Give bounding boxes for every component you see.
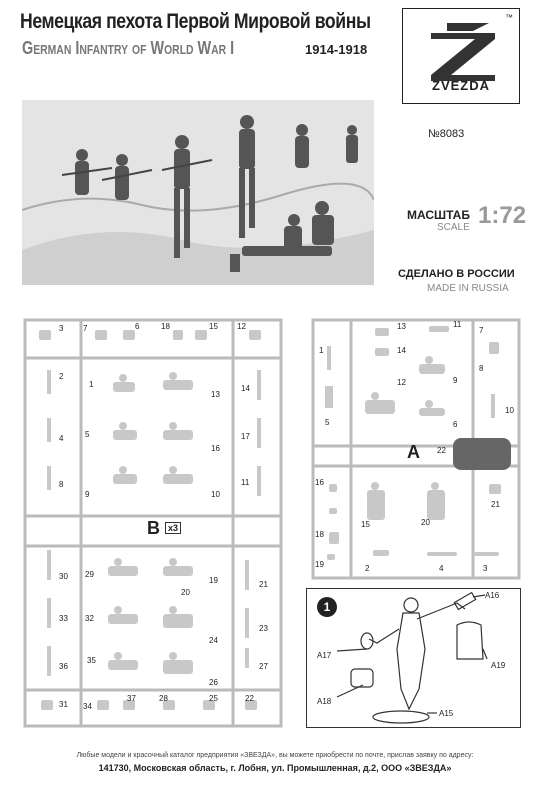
made-in-russia-ru: СДЕЛАНО В РОССИИ [398, 268, 515, 280]
part-label: 27 [259, 662, 268, 671]
part-label: 24 [209, 636, 218, 645]
sprue-b-multiplier: x3 [165, 522, 181, 534]
footer-address: 141730, Московская область, г. Лобня, ул. Промышленная, д.2, ООО «ЗВЕЗДА» [98, 763, 452, 773]
part-label: 35 [87, 656, 96, 665]
part-label: 5 [85, 430, 90, 439]
part-label: 4 [59, 434, 64, 443]
part-label: 9 [453, 376, 458, 385]
part-label: 3 [59, 324, 64, 333]
part-label: 30 [59, 572, 68, 581]
part-label: 1 [319, 346, 324, 355]
callout-label: A19 [491, 661, 506, 670]
part-label: 13 [397, 322, 406, 331]
callout-label: A17 [317, 651, 332, 660]
part-label: 32 [85, 614, 94, 623]
part-label: 5 [325, 418, 330, 427]
article-number: №8083 [428, 128, 465, 140]
part-label: 7 [83, 324, 88, 333]
step-number: 1 [317, 597, 337, 617]
part-label: 7 [479, 326, 484, 335]
logo-text: ZVEZDA [432, 78, 490, 93]
part-label: 6 [453, 420, 458, 429]
footer-note: Любые модели и красочный каталог предприятия «ЗВЕЗДА», вы можете приобрести по почте, прислав заявку по адресу: [76, 752, 474, 759]
callout-label: A16 [485, 591, 500, 600]
part-label: 12 [237, 322, 246, 331]
box-art [22, 100, 374, 285]
trademark-mark: ™ [505, 13, 513, 22]
callout-label: A15 [439, 709, 454, 718]
sprue-a-letter: A [407, 442, 420, 462]
part-label: 20 [181, 588, 190, 597]
part-label: 31 [59, 700, 68, 709]
part-label: 23 [259, 624, 268, 633]
part-label: 22 [245, 694, 254, 703]
part-label: 21 [491, 500, 500, 509]
part-label: 1 [89, 380, 94, 389]
part-label: 18 [161, 322, 170, 331]
title-english: German Infantry of World War I [22, 38, 235, 58]
assembly-step-box [306, 588, 521, 728]
part-label: 25 [209, 694, 218, 703]
part-label: 19 [209, 576, 218, 585]
sprue-b [23, 318, 283, 728]
scale-value: 1:72 [478, 202, 527, 229]
infantry-illustration [22, 100, 374, 285]
part-label: 13 [211, 390, 220, 399]
part-label: 26 [209, 678, 218, 687]
part-label: 16 [315, 478, 324, 487]
part-label: 8 [59, 480, 64, 489]
part-label: 28 [159, 694, 168, 703]
part-label: 8 [479, 364, 484, 373]
part-label: 2 [59, 372, 64, 381]
part-label: 33 [59, 614, 68, 623]
part-label: 10 [505, 406, 514, 415]
part-label: 6 [135, 322, 140, 331]
part-label: 11 [241, 478, 250, 487]
assembly-drawing [307, 589, 520, 727]
part-label: 15 [361, 520, 370, 529]
part-label: 14 [397, 346, 406, 355]
part-label: 37 [127, 694, 136, 703]
part-label: 20 [421, 518, 430, 527]
part-label: 16 [211, 444, 220, 453]
part-label: 22 [437, 446, 446, 455]
part-label: 12 [397, 378, 406, 387]
title-russian: Немецкая пехота Первой Мировой войны [20, 10, 371, 33]
part-label: 17 [241, 432, 250, 441]
scale-label-en: SCALE [437, 222, 470, 233]
part-label: 36 [59, 662, 68, 671]
sprue-b-letter: B [147, 518, 160, 538]
callout-label: A18 [317, 697, 332, 706]
part-label: 11 [453, 320, 462, 329]
part-label: 18 [315, 530, 324, 539]
sprue-a [311, 318, 521, 580]
part-label: 15 [209, 322, 218, 331]
part-label: 19 [315, 560, 324, 569]
title-years: 1914-1918 [305, 42, 368, 57]
part-label: 2 [365, 564, 370, 573]
part-label: 21 [259, 580, 268, 589]
part-label: 3 [483, 564, 488, 573]
part-label: 4 [439, 564, 444, 573]
part-label: 10 [211, 490, 220, 499]
part-label: 34 [83, 702, 92, 711]
scale-label-ru: МАСШТАБ [407, 208, 470, 222]
made-in-russia-en: MADE IN RUSSIA [427, 283, 509, 294]
part-label: 9 [85, 490, 90, 499]
part-label: 29 [85, 570, 94, 579]
part-label: 14 [241, 384, 250, 393]
